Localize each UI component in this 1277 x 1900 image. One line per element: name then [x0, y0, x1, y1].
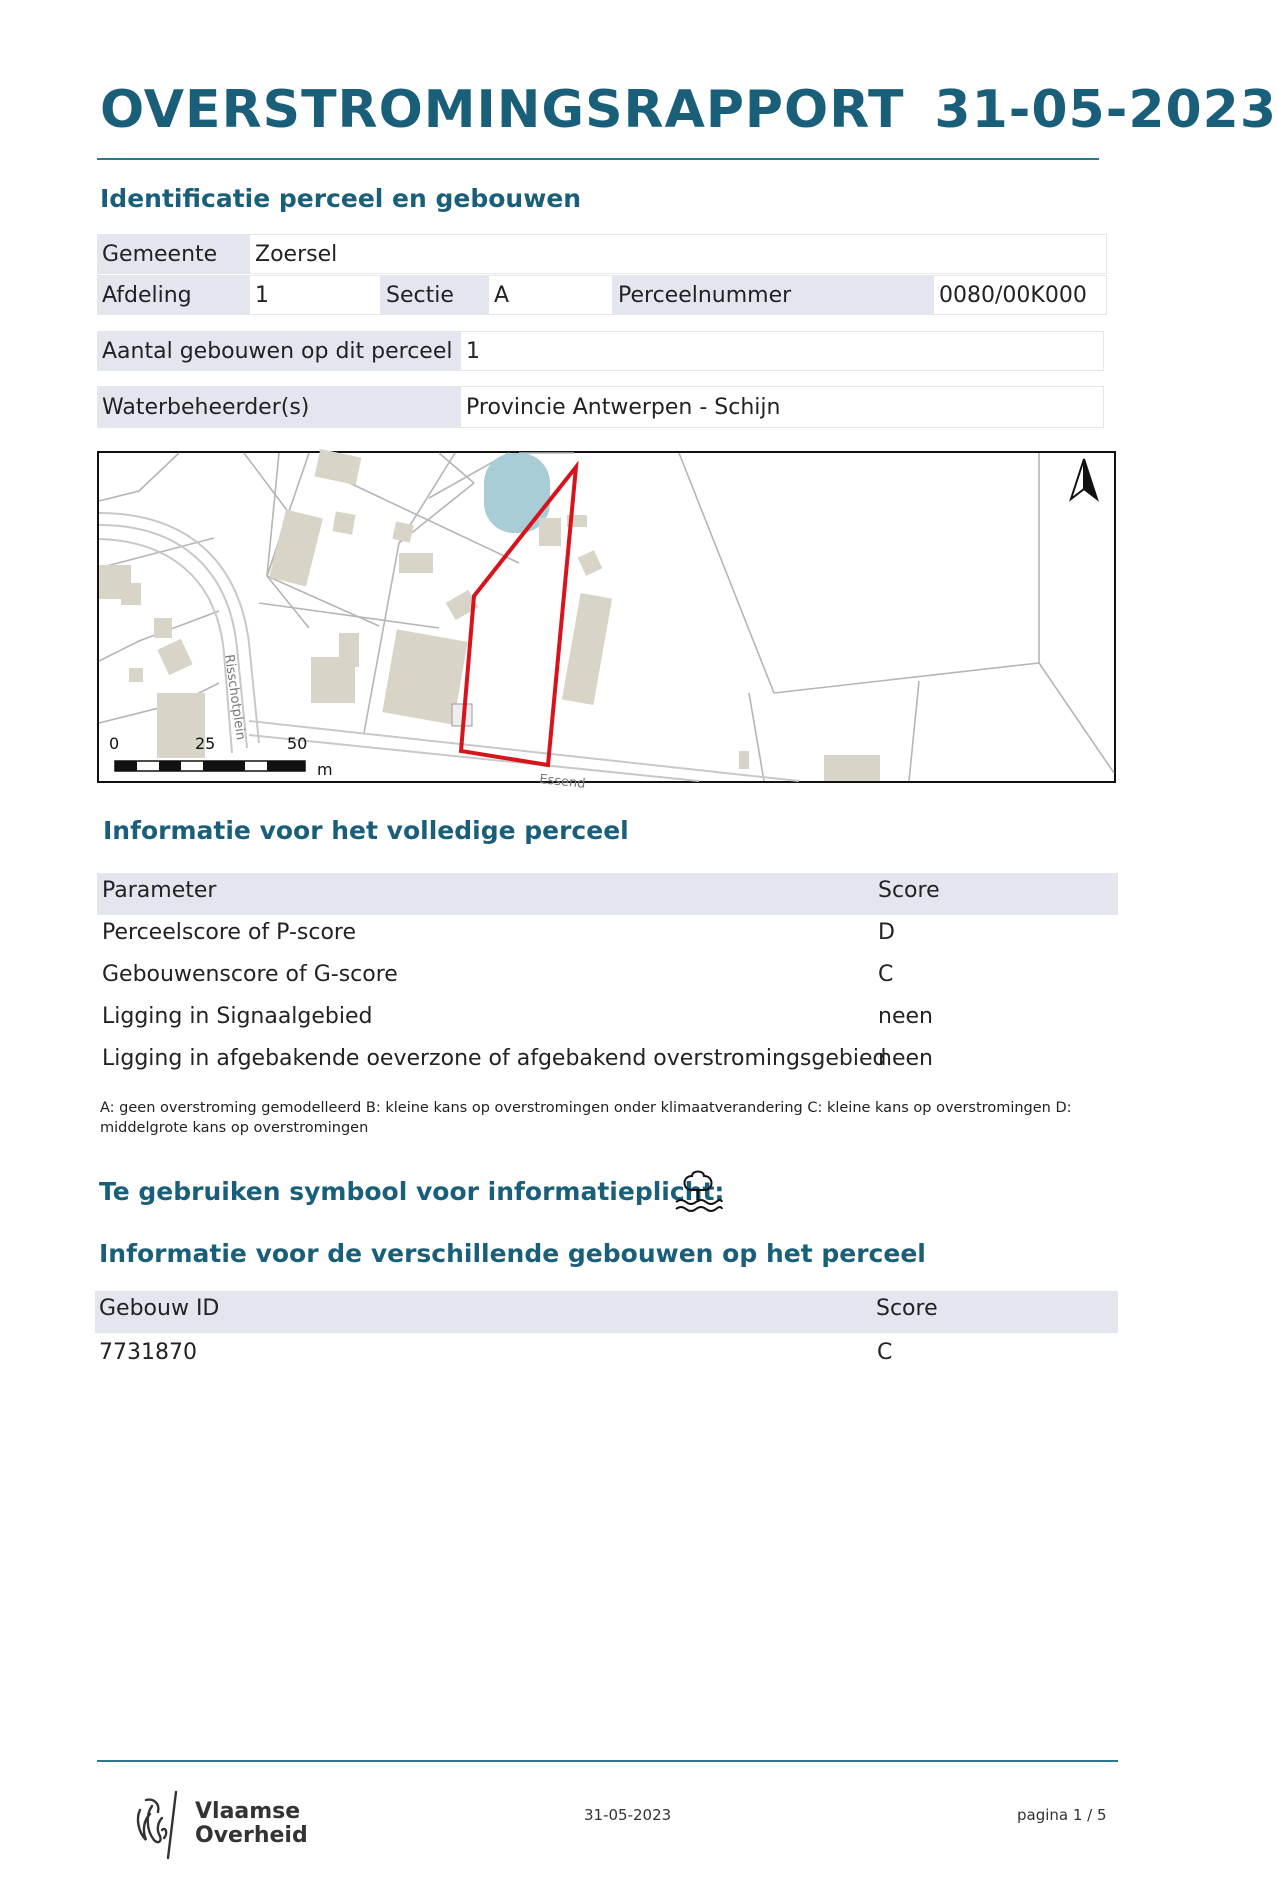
parcel-row-score: neen [878, 1004, 933, 1029]
buildings-heading: Informatie voor de verschillende gebouwen op het perceel [99, 1239, 926, 1268]
sectie-label: Sectie [381, 275, 488, 315]
report-title [100, 80, 1277, 140]
logo-line-2: Overheid [195, 1823, 308, 1848]
logo-line-1: Vlaamse [195, 1799, 301, 1824]
street-label-essend: Essend [538, 772, 587, 792]
parcel-info-col-score: Score [878, 878, 940, 903]
scale-bar [109, 734, 333, 779]
sectie-value: A [488, 275, 613, 315]
vlaamse-overheid-logo-text [195, 1800, 308, 1848]
report-title-text: OVERSTROMINGSRAPPORT [100, 80, 905, 140]
gemeente-value: Zoersel [249, 234, 1107, 274]
waterbeheerder-value: Provincie Antwerpen - Schijn [460, 386, 1104, 428]
afdeling-label: Afdeling [97, 275, 249, 315]
report-date: 31-05-2023 [934, 80, 1277, 140]
street-label-risschotplein: Risschotplein [221, 653, 248, 742]
flood-house-icon [670, 1168, 726, 1216]
perceelnummer-value: 0080/00K000 [933, 275, 1107, 315]
building-row-id: 7731870 [99, 1340, 197, 1365]
scale-label-50: 50 [287, 734, 308, 753]
perceelnummer-label: Perceelnummer [613, 275, 933, 315]
parcel-info-table-header [97, 873, 1118, 915]
waterbeheerder-label: Waterbeheerder(s) [97, 386, 460, 428]
scale-label-25: 25 [195, 734, 216, 753]
parcel-row-score: D [878, 920, 895, 945]
afdeling-value: 1 [249, 275, 381, 315]
aantal-gebouwen-value: 1 [460, 331, 1104, 371]
symbol-heading: Te gebruiken symbool voor informatieplicht: [99, 1177, 725, 1206]
buildings-table-header [95, 1291, 1118, 1333]
vlaamse-overheid-lion-logo [132, 1790, 196, 1860]
footer-divider [97, 1760, 1118, 1762]
parcel-map-svg [99, 453, 1114, 792]
parcel-row-parameter: Ligging in afgebakende oeverzone of afgebakend overstromingsgebied [102, 1046, 887, 1071]
gemeente-label: Gemeente [97, 234, 249, 274]
parcel-info-col-parameter: Parameter [102, 878, 217, 903]
score-legend: A: geen overstroming gemodelleerd B: kleine kans op overstromingen onder klimaatverandering C: kleine kans op overstromingen D: middelgrote kans op overstromingen [100, 1100, 1072, 1136]
parcel-info-heading: Informatie voor het volledige perceel [103, 816, 629, 845]
footer-page-number: pagina 1 / 5 [1017, 1806, 1107, 1824]
identification-heading: Identificatie perceel en gebouwen [100, 184, 582, 213]
buildings-col-score: Score [876, 1296, 938, 1321]
parcel-row-parameter: Perceelscore of P-score [102, 920, 356, 945]
parcel-row-score: neen [878, 1046, 933, 1071]
building-row-score: C [877, 1340, 893, 1365]
scale-unit: m [317, 760, 333, 779]
scale-label-0: 0 [109, 734, 120, 753]
parcel-map [97, 451, 1116, 792]
title-divider [97, 158, 1099, 160]
buildings-col-id: Gebouw ID [99, 1296, 220, 1321]
parcel-row-score: C [878, 962, 894, 987]
parcel-row-parameter: Gebouwenscore of G-score [102, 962, 398, 987]
parcel-row-parameter: Ligging in Signaalgebied [102, 1004, 373, 1029]
north-arrow-icon [1071, 459, 1097, 499]
footer-date: 31-05-2023 [584, 1806, 672, 1824]
aantal-gebouwen-label: Aantal gebouwen op dit perceel [97, 331, 460, 371]
